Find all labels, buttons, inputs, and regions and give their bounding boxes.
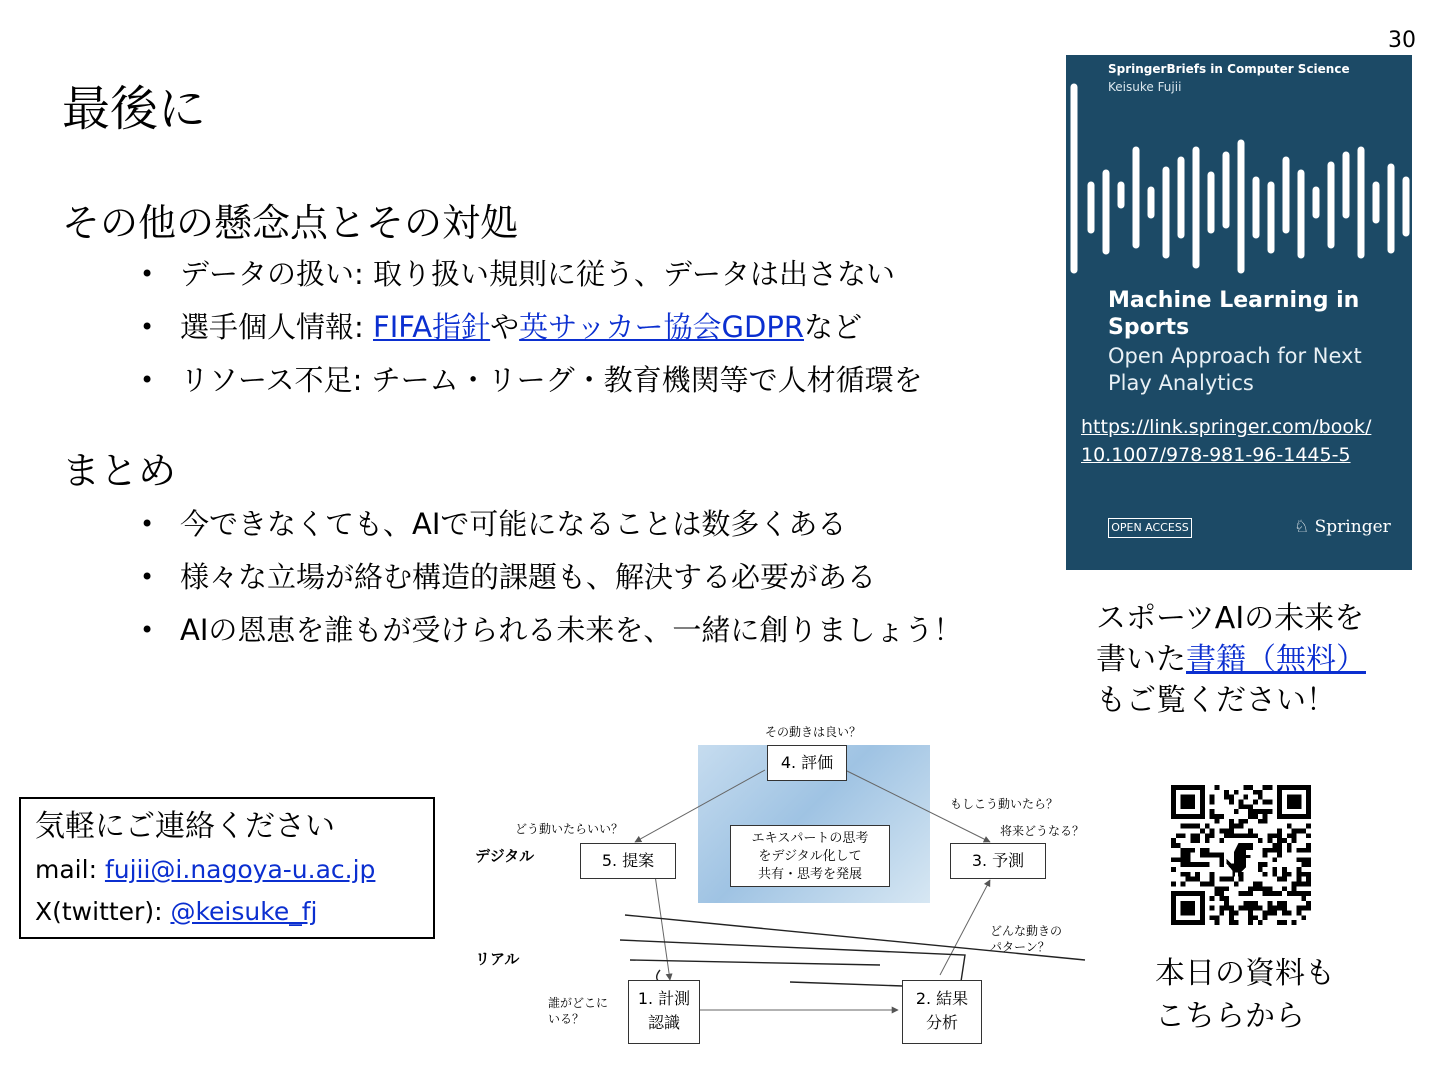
- open-access-badge: OPEN ACCESS: [1108, 518, 1192, 538]
- measure-box: 1. 計測 認識: [628, 980, 700, 1044]
- result-box: 2. 結果 分析: [902, 980, 982, 1044]
- summary-heading: まとめ: [62, 449, 177, 493]
- summary-list: [140, 498, 962, 657]
- predict-box: 3. 予測: [950, 843, 1046, 879]
- book-url-link[interactable]: https://link.springer.com/book/ 10.1007/978-981-96-1445-5: [1081, 416, 1372, 466]
- eval-box: 4. 評価: [767, 745, 847, 781]
- qr-code[interactable]: [1171, 785, 1311, 925]
- mail-line: mail: fujii@i.nagoya-u.ac.jp: [35, 855, 376, 884]
- book-series: SpringerBriefs in Computer Science: [1108, 62, 1350, 76]
- fa-gdpr-link[interactable]: 英サッカー協会GDPR: [519, 310, 804, 344]
- book-note: スポーツAIの未来を 書いた書籍（無料） もご覧ください！: [1096, 601, 1366, 718]
- book-free-link[interactable]: 書籍（無料）: [1186, 642, 1366, 677]
- soundwave-graphic: [1066, 55, 1412, 295]
- real-label: リアル: [475, 950, 520, 968]
- list-item: • データの扱い: 取り扱い規則に従う、データは出さない: [140, 248, 923, 301]
- list-item: • リソース不足: チーム・リーグ・教育機関等で人材循環を: [140, 354, 923, 407]
- propose-box: 5. 提案: [580, 843, 676, 879]
- concerns-list: [140, 248, 923, 407]
- dinosaur-icon: [1224, 838, 1258, 877]
- list-item: • 今できなくても、AIで可能になることは数多くある: [140, 498, 962, 551]
- contact-heading: 気軽にご連絡ください: [35, 809, 335, 844]
- concerns-heading: その他の懸念点とその対処: [62, 201, 519, 245]
- email-link[interactable]: fujii@i.nagoya-u.ac.jp: [104, 855, 376, 884]
- book-title: Machine Learning in Sports: [1108, 288, 1360, 340]
- horse-icon: ♘: [1294, 517, 1310, 537]
- list-item: • 選手個人情報: FIFA指針や英サッカー協会GDPRなど: [140, 301, 923, 354]
- x-handle-link[interactable]: @keisuke_fj: [170, 897, 318, 926]
- qr-caption: 本日の資料も こちらから: [1155, 956, 1335, 1034]
- center-box: エキスパートの思考 をデジタル化して 共有・思考を発展: [730, 825, 890, 887]
- digital-label: デジタル: [475, 847, 535, 865]
- list-item: • 様々な立場が絡む構造的課題も、解決する必要がある: [140, 551, 962, 604]
- x-line: X(twitter): @keisuke_fj: [35, 897, 318, 926]
- publisher-logo: ♘ Springer: [1294, 517, 1391, 537]
- list-item: • AIの恩恵を誰もが受けられる未来を、一緒に創りましょう！: [140, 604, 962, 657]
- book-subtitle: Open Approach for Next Play Analytics: [1108, 344, 1362, 395]
- analysis-cycle-diagram: その動きは良い？ 4. 評価 どう動いたらいい？ もしこう動いたら？ 将来どうなる？ デジタル 5. 提案 3. 予測 エキスパートの思考 をデジタル化して 共有・思考を発展 どんな動きの パターン？ リアル 誰がどこに いる？ 1. 計測 認識 2. 結果 分析: [460, 720, 1100, 1072]
- slide-title: 最後に: [62, 81, 207, 137]
- contact-box: [19, 797, 435, 939]
- book-cover[interactable]: [1066, 55, 1412, 570]
- fifa-guideline-link[interactable]: FIFA指針: [373, 310, 491, 344]
- page-number: 30: [1388, 28, 1416, 53]
- book-author: Keisuke Fujii: [1108, 80, 1182, 94]
